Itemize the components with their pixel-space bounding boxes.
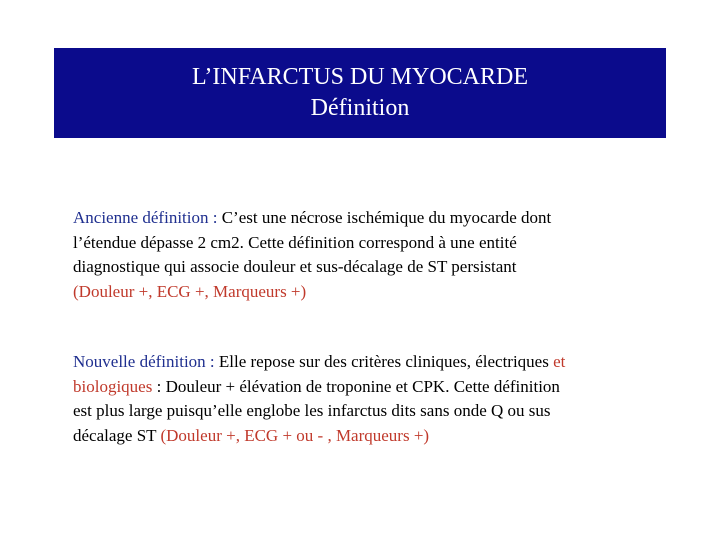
nouvelle-line-1	[73, 350, 673, 375]
ancienne-line-2: l’étendue dépasse 2 cm2. Cette définition correspond à une entité	[73, 232, 517, 252]
ancienne-line-1-text: C’est une nécrose ischémique du myocarde dont	[217, 208, 552, 227]
nouvelle-line-2	[73, 375, 673, 400]
nouvelle-label: Nouvelle définition :	[73, 352, 215, 371]
ancienne-definition-paragraph	[73, 206, 673, 304]
nouvelle-line-4-text: décalage ST	[73, 425, 161, 445]
ancienne-label: Ancienne définition :	[73, 208, 218, 227]
nouvelle-markers: (Douleur +, ECG + ou - , Marqueurs +)	[160, 425, 430, 445]
nouvelle-definition-paragraph	[73, 350, 673, 448]
ancienne-line-3: diagnostique qui associe douleur et sus-décalage de ST persistant	[73, 257, 517, 276]
nouvelle-line-2-text: : Douleur + élévation de troponine et CPK. Cette définition	[152, 376, 560, 396]
nouvelle-line-4	[73, 424, 673, 449]
ancienne-markers: (Douleur +, ECG +, Marqueurs +)	[73, 281, 307, 301]
title-banner	[54, 48, 666, 138]
nouvelle-et: et	[553, 352, 566, 371]
nouvelle-biologiques: biologiques	[73, 376, 153, 396]
nouvelle-line-3: est plus large puisqu’elle englobe les infarctus dits sans onde Q ou sus	[73, 401, 551, 420]
nouvelle-line-1-text: Elle repose sur des critères cliniques, électriques	[214, 352, 554, 371]
slide-title: L’INFARCTUS DU MYOCARDE	[191, 64, 529, 90]
ancienne-line-1	[73, 206, 673, 231]
slide-subtitle: Définition	[310, 95, 410, 121]
